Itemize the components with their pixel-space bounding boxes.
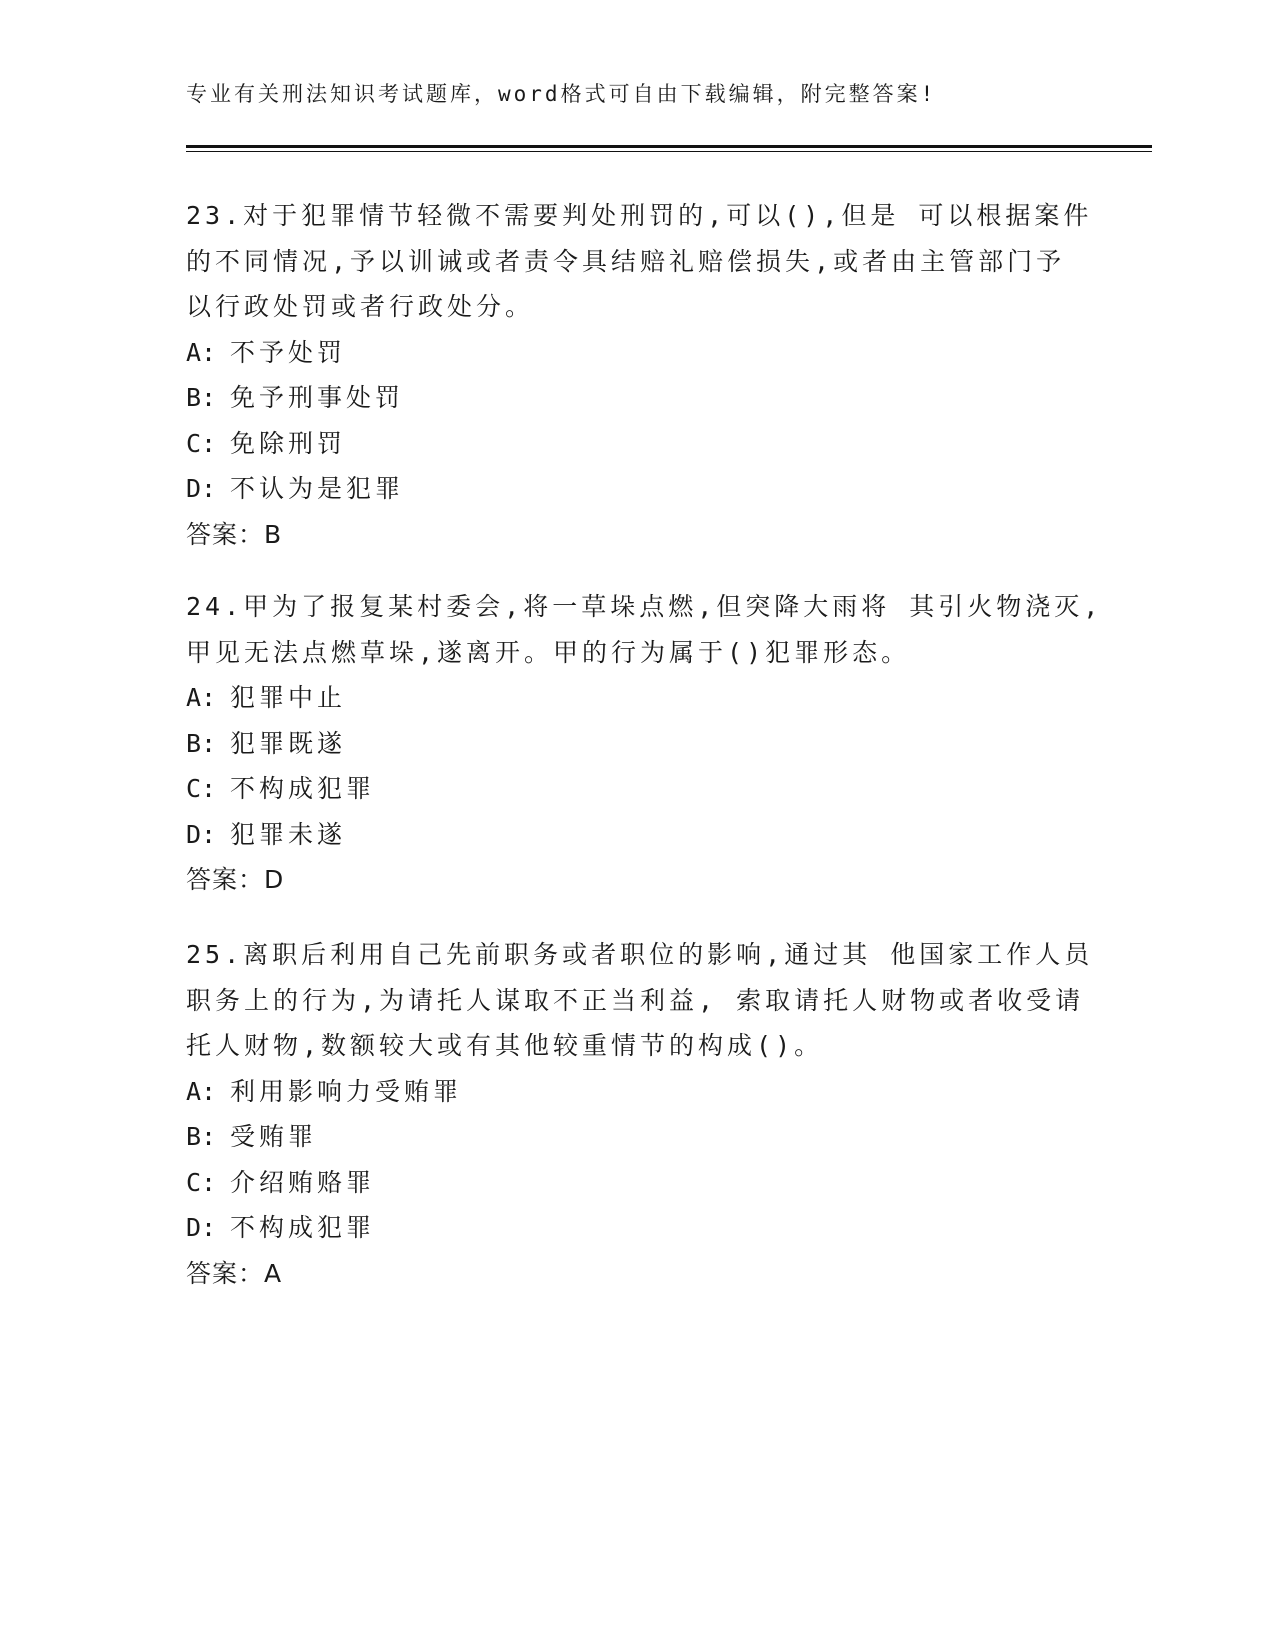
question-stem-line: 甲见无法点燃草垛,遂离开。甲的行为属于()犯罪形态。 (186, 637, 911, 667)
question-25 (186, 932, 1094, 1296)
question-stem-line: 24.甲为了报复某村委会,将一草垛点燃,但突降大雨将 其引火物浇灭, (186, 592, 1103, 621)
option-letter: C: (186, 774, 217, 803)
option-letter: D: (186, 819, 217, 849)
option-text: 免予刑事处罚 (230, 383, 405, 412)
option-b (186, 375, 1086, 421)
option-c (186, 766, 1086, 812)
option-d (186, 812, 1086, 858)
question-stem-line: 的不同情况,予以训诫或者责令具结赔礼赔偿损失,或者由主管部门予 (186, 246, 1066, 276)
option-a (186, 330, 1086, 376)
answer-label: 答案：D (186, 865, 285, 894)
question-23 (186, 193, 1093, 557)
option-letter: A: (186, 337, 217, 367)
option-letter: C: (186, 1167, 217, 1197)
option-letter: A: (186, 1076, 217, 1106)
option-d (186, 1205, 1086, 1251)
option-letter: D: (186, 474, 217, 503)
header-note: 专业有关刑法知识考试题库，word格式可自由下载编辑，附完整答案! (186, 82, 937, 106)
option-letter: C: (186, 428, 217, 458)
option-text: 利用影响力受贿罪 (230, 1076, 463, 1106)
option-d (186, 466, 1086, 512)
answer-label: 答案：A (186, 1258, 283, 1288)
option-letter: B: (186, 728, 217, 758)
option-text: 不构成犯罪 (230, 1213, 376, 1242)
option-a (186, 1069, 1086, 1115)
option-text: 介绍贿赂罪 (230, 1167, 376, 1197)
option-letter: B: (186, 1122, 217, 1151)
option-text: 免除刑罚 (230, 428, 347, 458)
answer-label: 答案：B (186, 519, 283, 549)
option-text: 不认为是犯罪 (230, 474, 405, 503)
question-stem-line: 23.对于犯罪情节轻微不需要判处刑罚的,可以(),但是 可以根据案件 (186, 201, 1093, 230)
option-a (186, 675, 1086, 721)
header-rule-thin (186, 151, 1152, 152)
option-text: 犯罪中止 (230, 683, 347, 712)
question-stem-line: 托人财物,数额较大或有其他较重情节的构成()。 (186, 1031, 824, 1060)
option-c (186, 1160, 1086, 1206)
question-stem-line: 以行政处罚或者行政处分。 (186, 292, 535, 321)
header-rule-thick (186, 145, 1152, 148)
option-text: 不予处罚 (230, 337, 347, 367)
question-24 (186, 584, 1103, 903)
question-stem-line: 职务上的行为,为请托人谋取不正当利益, 索取请托人财物或者收受请 (186, 985, 1085, 1015)
option-letter: D: (186, 1213, 217, 1242)
option-text: 受贿罪 (230, 1122, 318, 1151)
option-text: 不构成犯罪 (230, 774, 376, 803)
option-letter: B: (186, 383, 217, 412)
question-stem-line: 25.离职后利用自己先前职务或者职位的影响,通过其 他国家工作人员 (186, 940, 1094, 969)
option-b (186, 1114, 1086, 1160)
option-c (186, 421, 1086, 467)
option-letter: A: (186, 683, 217, 712)
option-b (186, 721, 1086, 767)
option-text: 犯罪未遂 (230, 819, 347, 849)
option-text: 犯罪既遂 (230, 728, 347, 758)
